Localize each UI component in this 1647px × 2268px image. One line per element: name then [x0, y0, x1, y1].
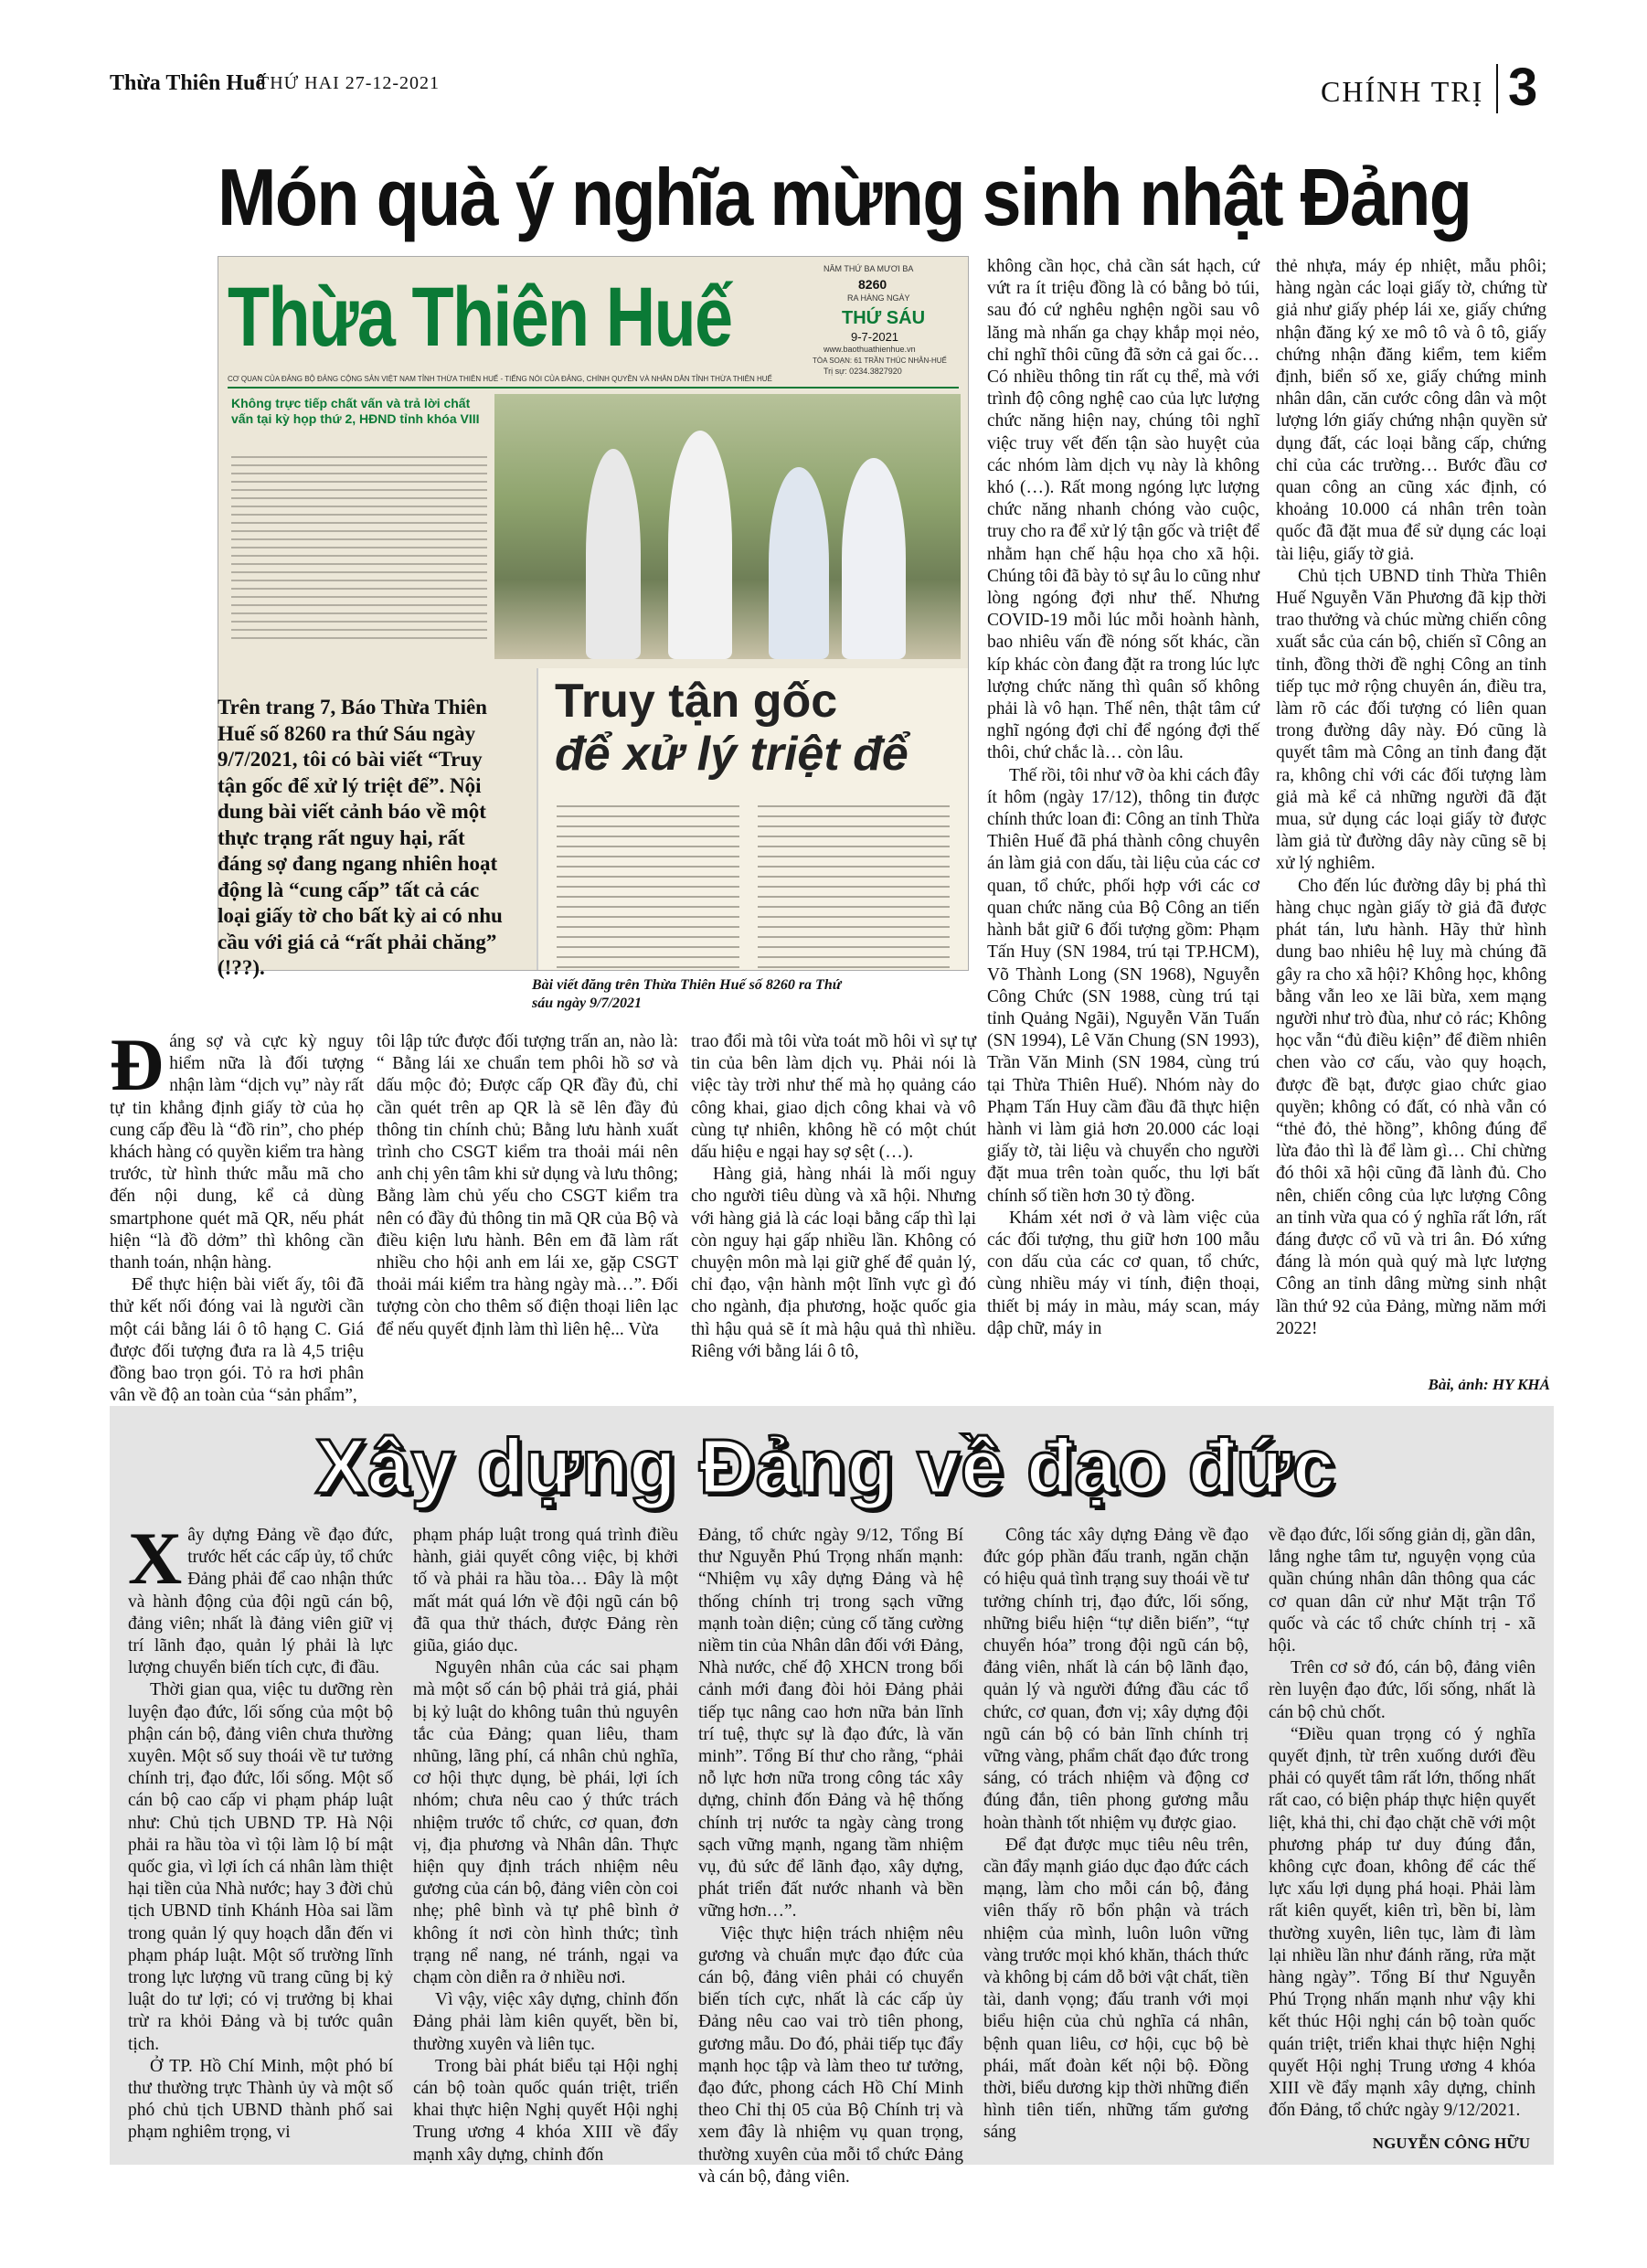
header-date: THỨ HAI 27-12-2021 [258, 73, 441, 93]
article2-paragraph: Công tác xây dựng Đảng về đạo đức góp phần đấu tranh, ngăn chặn có hiệu quả tình trạng suy thoái về tư tưởng chính trị, đạo đức, lối sống, những biểu hiện “tự diễn biến”, “tự chuyển hóa” trong đội ngũ cán bộ, đảng viên, nhất là cán bộ lãnh đạo, quản lý và người đứng đầu các tổ chức, cơ quan, đơn vị; xây dựng đội ngũ cán bộ có bản lĩnh chính trị vững vàng, phẩm chất đạo đức trong sáng, có trách nhiệm và động cơ đúng đắn, tiên phong gương mẫu hoàn thành tốt nhiệm vụ được giao. [983, 1526, 1249, 1833]
clipping-masthead: Thừa Thiên Huế [228, 271, 732, 364]
clipping-inner-col1-lines [557, 805, 739, 968]
article2-column-3 [698, 1525, 963, 2188]
article1-title: Món quà ý nghĩa mừng sinh nhật Đảng [218, 152, 1472, 242]
article2-paragraph: Trong bài phát biểu tại Hội nghị cán bộ toàn quốc quán triệt, triển khai thực hiện Nghị quyết Hội nghị Trung ương 4 khóa XIII về đẩy mạnh xây dựng, chỉnh đốn [413, 2056, 678, 2165]
article2-paragraph: Đảng, tổ chức ngày 9/12, Tổng Bí thư Nguyễn Phú Trọng nhấn mạnh: “Nhiệm vụ xây dựng Đảng và hệ thống chính trị trong sạch vững mạnh toàn diện; củng cố tăng cường niềm tin của Nhân dân đối với Đảng, Nhà nước, chế độ XHCN trong bối cảnh mới đang đòi hỏi Đảng phải tiếp tục nâng cao hơn nữa bản lĩnh trí tuệ, thực sự là đạo đức, là văn minh”. Tổng Bí thư cho rằng, “phải nỗ lực hơn nữa trong công tác xây dựng, chỉnh đốn Đảng và hệ thống chính trị nước ta ngày càng trong sạch vững mạnh, ngang tầm nhiệm vụ, đủ sức để lãnh đạo, xây dựng, phát triển đất nước nhanh và bền vững hơn…”. [698, 1526, 963, 1922]
article1-paragraph: Khám xét nơi ở và làm việc của các đối tượng, thu giữ hơn 100 mẫu con dấu của các cơ quan, tổ chức, cùng nhiều máy vi tính, điện thoại, thiết bị máy in màu, máy scan, máy dập chữ, máy in [987, 1208, 1259, 1338]
clipping-body-lines [231, 456, 487, 639]
photo-person-1 [586, 449, 641, 659]
article2-column-5 [1269, 1525, 1535, 2122]
article2-paragraph: Để đạt được mục tiêu nêu trên, cần đẩy mạnh giáo dục đạo đức cách mạng, làm cho mỗi cán bộ, đảng viên thấy rõ bổn phận và trách nhiệm của mình, luôn luôn vững vàng trước mọi khó khăn, thách thức và không bị cám dỗ bởi vật chất, tiền tài, danh vọng; đấu tranh với mọi biểu hiện của chủ nghĩa cá nhân, bệnh quan liêu, cơ hội, cục bộ bè phái, mất đoàn kết nội bộ. Đồng thời, biểu dương kịp thời những điển hình tiên tiến, những tấm gương sáng [983, 1835, 1249, 2143]
article2-column-2 [413, 1525, 678, 2167]
page-header [110, 58, 1554, 126]
article1-paragraph: Hàng giả, hàng nhái là mối nguy cho người tiêu dùng và xã hội. Nhưng với hàng giả là các loại bằng cấp thì lại còn nguy hại gấp nhiều lần. Không có chuyện môn mà lại giữ ghế để quản lý, chỉ đạo, vận hành một lĩnh vực gì đó cho ngành, địa phương, hoặc quốc gia thì hậu quả sẽ ít mà hậu quả thì nhiều. Riêng với bằng lái ô tô, [691, 1165, 976, 1361]
article1-paragraph: Chủ tịch UBND tỉnh Thừa Thiên Huế Nguyễn Văn Phương đã kịp thời trao thưởng và chúc mừng chiến công xuất sắc của cán bộ, chiến sĩ Công an tỉnh, đồng thời đề nghị Công an tỉnh tiếp tục mở rộng chuyên án, điều tra, làm rõ các đối tượng có liên quan trong đường dây này. Đó cũng là quyết tâm mà Công an tỉnh đang đặt ra, không chỉ với các đối tượng làm giả mà kể cả những người đã đặt mua, sử dụng các loại giấy tờ được làm giả từ đường dây này cũng sẽ bị xử lý nghiêm. [1276, 566, 1546, 874]
article1-paragraph: Thế rồi, tôi như vỡ òa khi cách đây ít hôm (ngày 17/12), thông tin được chính thức loan đi: Công an tỉnh Thừa Thiên Huế đã phá thành công chuyên án làm giả con dấu, tài liệu của các cơ quan, tổ chức, phối hợp với các cơ quan chức năng của Bộ Công an tiến hành bắt giữ 6 đối tượng gồm: Phạm Tấn Huy (SN 1984, trú tại TP.HCM), Võ Thành Long (SN 1968), Nguyễn Công Chức (SN 1988, cùng trú tại tỉnh Quảng Ngãi), Nguyễn Văn Tuấn (SN 1994), Lê Văn Chung (SN 1993), Trần Văn Minh (SN 1984, cùng trú tại Thừa Thiên Huế). Nhóm này do Phạm Tấn Huy cầm đầu đã thực hiện hành vi làm giả hơn 20.000 các loại giấy tờ, tài liệu và chuyển cho người đặt mua trên toàn quốc, thu lợi bất chính số tiền hơn 30 tỷ đồng. [987, 765, 1259, 1206]
clipping-issue-date: 9-7-2021 [851, 330, 899, 344]
clipping-issue-line1: NĂM THỨ BA MƯƠI BA [824, 264, 914, 273]
clipping-issue-line2: RA HÀNG NGÀY [847, 293, 910, 303]
article2-column-4 [983, 1525, 1249, 2145]
page-number: 3 [1508, 58, 1538, 117]
header-section: CHÍNH TRỊ [1321, 75, 1484, 108]
article1-lead: Trên trang 7, Báo Thừa Thiên Huế số 8260 ra thứ Sáu ngày 9/7/2021, tôi có bài viết “Truy tận gốc để xử lý triệt để”. Nội dung bài viết cảnh báo về một thực trạng rất nguy hại, rất đáng sợ đang ngang nhiên hoạt động là “cung cấp” tất cả các loại giấy tờ cho bất kỳ ai có nhu cầu với giá cả “rất phải chăng” (!??). [218, 696, 503, 979]
article1-paragraph: trao đổi mà tôi vừa toát mồ hôi vì sự tự tin của bên làm dịch vụ. Phải nói là việc tày trời như thế mà họ quảng cáo công khai, giao dịch công khai và vô cùng tự nhiên, không hề có một chút dấu hiệu e ngại hay sợ sệt (…). [691, 1032, 976, 1163]
article2-paragraph: Trên cơ sở đó, cán bộ, đảng viên rèn luyện đạo đức, lối sống, nhất là cán bộ chủ chốt. [1269, 1658, 1535, 1722]
clipping-tagline: CƠ QUAN CỦA ĐẢNG BỘ ĐẢNG CỘNG SẢN VIỆT NAM TỈNH THỪA THIÊN HUẾ - TIẾNG NÓI CỦA ĐẢNG, CHÍNH QUYỀN VÀ NHÂN DÂN TỈNH THỪA THIÊN HUẾ [228, 375, 772, 383]
article1-paragraph: Để thực hiện bài viết ấy, tôi đã thử kết nối đóng vai là người cần một cái bằng lái ô tô hạng C. Giá được đối tượng đưa ra là 4,5 triệu đồng bao trọn gói. Tỏ ra hơi phân vân về độ an toàn của “sản phẩm”, [110, 1275, 364, 1406]
article2-title: Xây dựng Đảng về đạo đức [315, 1423, 1336, 1509]
clipping-inner-article [537, 668, 969, 971]
clipping-photo [494, 394, 961, 659]
photo-person-2 [668, 431, 732, 659]
article1-column-2 [377, 1031, 678, 1341]
article2-paragraph: Thời gian qua, việc tu dưỡng rèn luyện đạo đức, lối sống của một bộ phận cán bộ, đảng viên chưa thường xuyên. Một số suy thoái về tư tưởng chính trị, đạo đức, lối sống. Một số cán bộ cao cấp vi phạm pháp luật như: Chủ tịch UBND TP. Hà Nội phải ra hầu tòa vì tội làm lộ bí mật quốc gia, vì lợi ích cá nhân làm thiệt hại tiền của Nhà nước; hay 3 đời chủ tịch UBND tỉnh Khánh Hòa sai lầm trong quản lý quy hoạch dẫn đến vi phạm pháp luật. Một số trường lĩnh trong lực lượng vũ trang cũng bị kỷ luật do tư lợi; có vị trưởng bị khai trừ ra khỏi Đảng và bị tước quân tịch. [128, 1680, 393, 2054]
clipping-rule [228, 387, 959, 389]
article1-byline: Bài, ảnh: HY KHẢ [1428, 1376, 1550, 1393]
clipping-inner-headline-2: để xử lý triệt để [555, 728, 909, 781]
article2-paragraph: Nguyên nhân của các sai phạm mà một số cán bộ phải trả giá, phải bị kỷ luật do không tuân thủ nguyên tắc của Đảng; quan liêu, tham nhũng, lãng phí, cá nhân chủ nghĩa, cơ hội thực dụng, bè phái, lợi ích nhóm; chưa nêu cao ý thức trách nhiệm trước tổ chức, cơ quan, đơn vị, địa phương và Nhân dân. Thực hiện quy định trách nhiệm nêu gương của cán bộ, đảng viên còn coi nhẹ; phê bình và tự phê bình ở không ít nơi còn hình thức; tình trạng nể nang, né tránh, ngại va chạm còn diễn ra ở nhiều nơi. [413, 1658, 678, 1988]
article1-paragraph: không cần học, chả cần sát hạch, cứ vứt ra ít triệu đồng là có bằng bỏ túi, sau đó cứ nghêu nghện ngồi sau vô lăng mà nhấn ga chạy khắp mọi nẻo, chỉ nghĩ thôi cũng đã sởn cả gai ốc… Có nhiều thông tin rất cụ thể, mà với trình độ công nghệ cao của lực lượng chức năng hiện nay, chúng tôi nghĩ việc truy vết đến tận sào huyệt của các nhóm làm dịch vụ này là không khó (…). Rất mong ngóng lực lượng chức năng nhanh chóng vào cuộc, truy cho ra để xử lý tận gốc và triệt để nhằm hạn chế hậu họa cho xã hội. Chúng tôi đã bày tỏ sự âu lo cũng như lòng ngóng đợi như thế. Nhưng COVID-19 mỗi lúc mỗi hoành hành, bao nhiêu vấn đề nóng sốt khác, cần kíp khác còn đang đặt ra trong lúc lực lượng chức năng thì quân số không phải là vô hạn. Thế nên, thật tâm cứ nghĩ ngóng đợi chỉ để ngóng đợi thế thôi, chứ chắc là… còn lâu. [987, 257, 1259, 763]
article2-byline: NGUYỄN CÔNG HỮU [1372, 2135, 1530, 2152]
photo-person-4 [842, 458, 906, 659]
photo-person-3 [769, 467, 829, 659]
article1-column-5 [1276, 256, 1546, 1340]
article1-dropcap: Đ [110, 1023, 165, 1106]
article2-paragraph: “Điều quan trọng có ý nghĩa quyết định, từ trên xuống dưới đều phải có quyết tâm rất lớn, thống nhất rất cao, có biện pháp thực hiện quyết liệt, khả thi, chỉ đạo chặt chẽ với một phương pháp tư duy đúng đắn, không cực đoan, không để các thế lực xấu lợi dụng phá hoại. Phải làm rất kiên quyết, kiên trì, bền bỉ, làm thường xuyên, liên tục, làm đi làm lại nhiều lần như đánh răng, rửa mặt hàng ngày”. Tổng Bí thư Nguyễn Phú Trọng nhấn mạnh như vậy khi kết thúc Hội nghị cán bộ toàn quốc quán triệt, triển khai thực hiện Nghị quyết Hội nghị Trung ương 4 khóa XIII về đẩy mạnh xây dựng, chỉnh đốn Đảng, tổ chức ngày 9/12/2021. [1269, 1724, 1535, 2121]
article1-column-4 [987, 256, 1259, 1340]
article2-dropcap: X [128, 1517, 183, 1600]
clipping-inner-col2-lines [758, 805, 950, 968]
article1-paragraph: áng sợ và cực kỳ nguy hiểm nữa là đối tượng nhận làm “dịch vụ” này rất tự tin khẳng định giấy tờ của họ cung cấp đều là “đồ rin”, cho phép khách hàng có quyền kiểm tra hàng trước, từ hình thức mẫu mã cho đến nội dung, kể cả dùng smartphone quét mã QR, nếu phát hiện “là đồ dởm” thì không cần thanh toán, nhận hàng. [110, 1032, 364, 1273]
header-divider [1496, 64, 1498, 113]
article1-paragraph: thẻ nhựa, máy ép nhiệt, mẫu phôi; hàng ngàn các loại giấy tờ, chứng từ giả như giấy phép lái xe, giấy chứng nhận đăng ký xe mô tô và ô tô, giấy chứng nhận đăng kiểm, tem kiểm định, biển số xe, giấy chứng minh nhân dân, căn cước công dân và một lượng lớn giấy chứng nhận quyền sử dụng đất, các loại bằng cấp, chứng chỉ của các trường… Bước đầu cơ quan công an cũng xác định, có khoảng 10.000 cá nhân trên toàn quốc đã đặt mua để sử dụng các loại tài liệu, giấy tờ giả. [1276, 257, 1546, 564]
article2-paragraph: ây dựng Đảng về đạo đức, trước hết các cấp ủy, tổ chức Đảng phải để cao nhận thức và hành động của đội ngũ cán bộ, đảng viên; nhất là đảng viên giữ vị trí lãnh đạo, quản lý phải là lực lượng chuyển biến tích cực, đi đầu. [128, 1526, 393, 1678]
article1-column-1 [110, 1023, 364, 1407]
article1-image-caption: Bài viết đăng trên Thừa Thiên Huế số 8260 ra Thứ sáu ngày 9/7/2021 [532, 977, 842, 1011]
clipping-weekday: THỨ SÁU [842, 308, 926, 328]
article1-column-3 [691, 1031, 976, 1363]
header-brand: Thừa Thiên Huế [110, 71, 266, 95]
article1-paragraph: tôi lập tức được đối tượng trấn an, nào là: “ Bằng lái xe chuẩn tem phôi hồ sơ và dấu mộc đỏ; Được cấp QR đầy đủ, chỉ cần quét trên ap QR là sẽ lên đầy đủ thông tin chính chủ; Bằng lưu hành xuất trình cho CSGT kiểm tra thoải mái nên anh chị yên tâm khi sử dụng và lưu thông; Bằng làm chủ yếu cho CSGT kiểm tra nên có đầy đủ thông tin mã QR của Bộ và điều kiện lưu hành. Bên em đã làm rất nhiều cho hội anh em lái xe, gặp CSGT thoải mái kiểm tra hàng ngày mà…”. Đối tượng còn cho thêm số điện thoại liên lạc để nếu quyết định làm thì liên hệ... Vừa [377, 1032, 678, 1339]
article2-paragraph: Ở TP. Hồ Chí Minh, một phó bí thư thường trực Thành ủy và một số phó chủ tịch UBND thành phố sai phạm nghiêm trọng, vi [128, 2056, 393, 2143]
article2-column-1 [128, 1517, 393, 2145]
article1-paragraph: Cho đến lúc đường dây bị phá thì hàng chục ngàn giấy tờ giả đã được phát tán, lưu hành. Hãy thử hình dung bao nhiêu hệ luỵ mà chúng đã gây ra cho xã hội? Không học, không bằng vẫn leo xe lãi bừa, xem mạng người như trò đùa, như cỏ rác; Không học vẫn “đủ điều kiện” để điềm nhiên chen vào cơ cấu, vào quy hoạch, được đề bạt, được giao chức giao quyền; không có đất, có nhà vẫn có “thẻ đỏ, thẻ hồng”, không đúng để lừa đảo thì là để làm gì… Chỉ chừng đó thôi xã hội cũng đã lành đủ. Cho nên, chiến công của lực lượng Công an tỉnh vừa qua có ý nghĩa rất lớn, rất đáng được cổ vũ và tri ân. Đó xứng đáng là món quà quý mà lực lượng Công an tỉnh dâng mừng sinh nhật lần thứ 92 của Đảng, mừng năm mới 2022! [1276, 876, 1546, 1338]
clipping-address: TÒA SOẠN: 61 TRẦN THÚC NHẪN-HUẾ [813, 357, 947, 365]
clipping-sub-headline: Không trực tiếp chất vấn và trả lời chất vấn tại kỳ họp thứ 2, HĐND tỉnh khóa VIII [231, 396, 480, 426]
article2-paragraph: phạm pháp luật trong quá trình điều hành, giải quyết công việc, bị khởi tố và phải ra hầu tòa… Đây là một mất mát quá lớn về đội ngũ cán bộ đã qua thử thách, được Đảng rèn giũa, giáo dục. [413, 1526, 678, 1656]
article2-paragraph: Việc thực hiện trách nhiệm nêu gương và chuẩn mực đạo đức của cán bộ, đảng viên phải có chuyển biến tích cực, nhất là các cấp ủy Đảng nêu cao vai trò tiên phong, gương mẫu. Do đó, phải tiếp tục đẩy mạnh học tập và làm theo tư tưởng, đạo đức, phong cách Hồ Chí Minh theo Chỉ thị 05 của Bộ Chính trị và xem đây là nhiệm vụ quan trọng, thường xuyên của mỗi tổ chức Đảng và cán bộ, đảng viên. [698, 1923, 963, 2187]
clipping-phone: Trị sự: 0234.3827920 [824, 367, 902, 376]
article2-paragraph: về đạo đức, lối sống giản dị, gần dân, lắng nghe tâm tư, nguyện vọng của quần chúng nhân dân thông qua các cơ quan dân cử như Mặt trận Tổ quốc và các tổ chức chính trị - xã hội. [1269, 1526, 1535, 1656]
article2-paragraph: Vì vậy, việc xây dựng, chỉnh đốn Đảng phải làm kiên quyết, bền bỉ, thường xuyên và liên tục. [413, 1990, 678, 2054]
clipping-website: www.baothuathienhue.vn [824, 345, 916, 354]
clipping-issue-no: 8260 [858, 277, 887, 292]
clipping-inner-headline-1: Truy tận gốc [555, 675, 838, 728]
